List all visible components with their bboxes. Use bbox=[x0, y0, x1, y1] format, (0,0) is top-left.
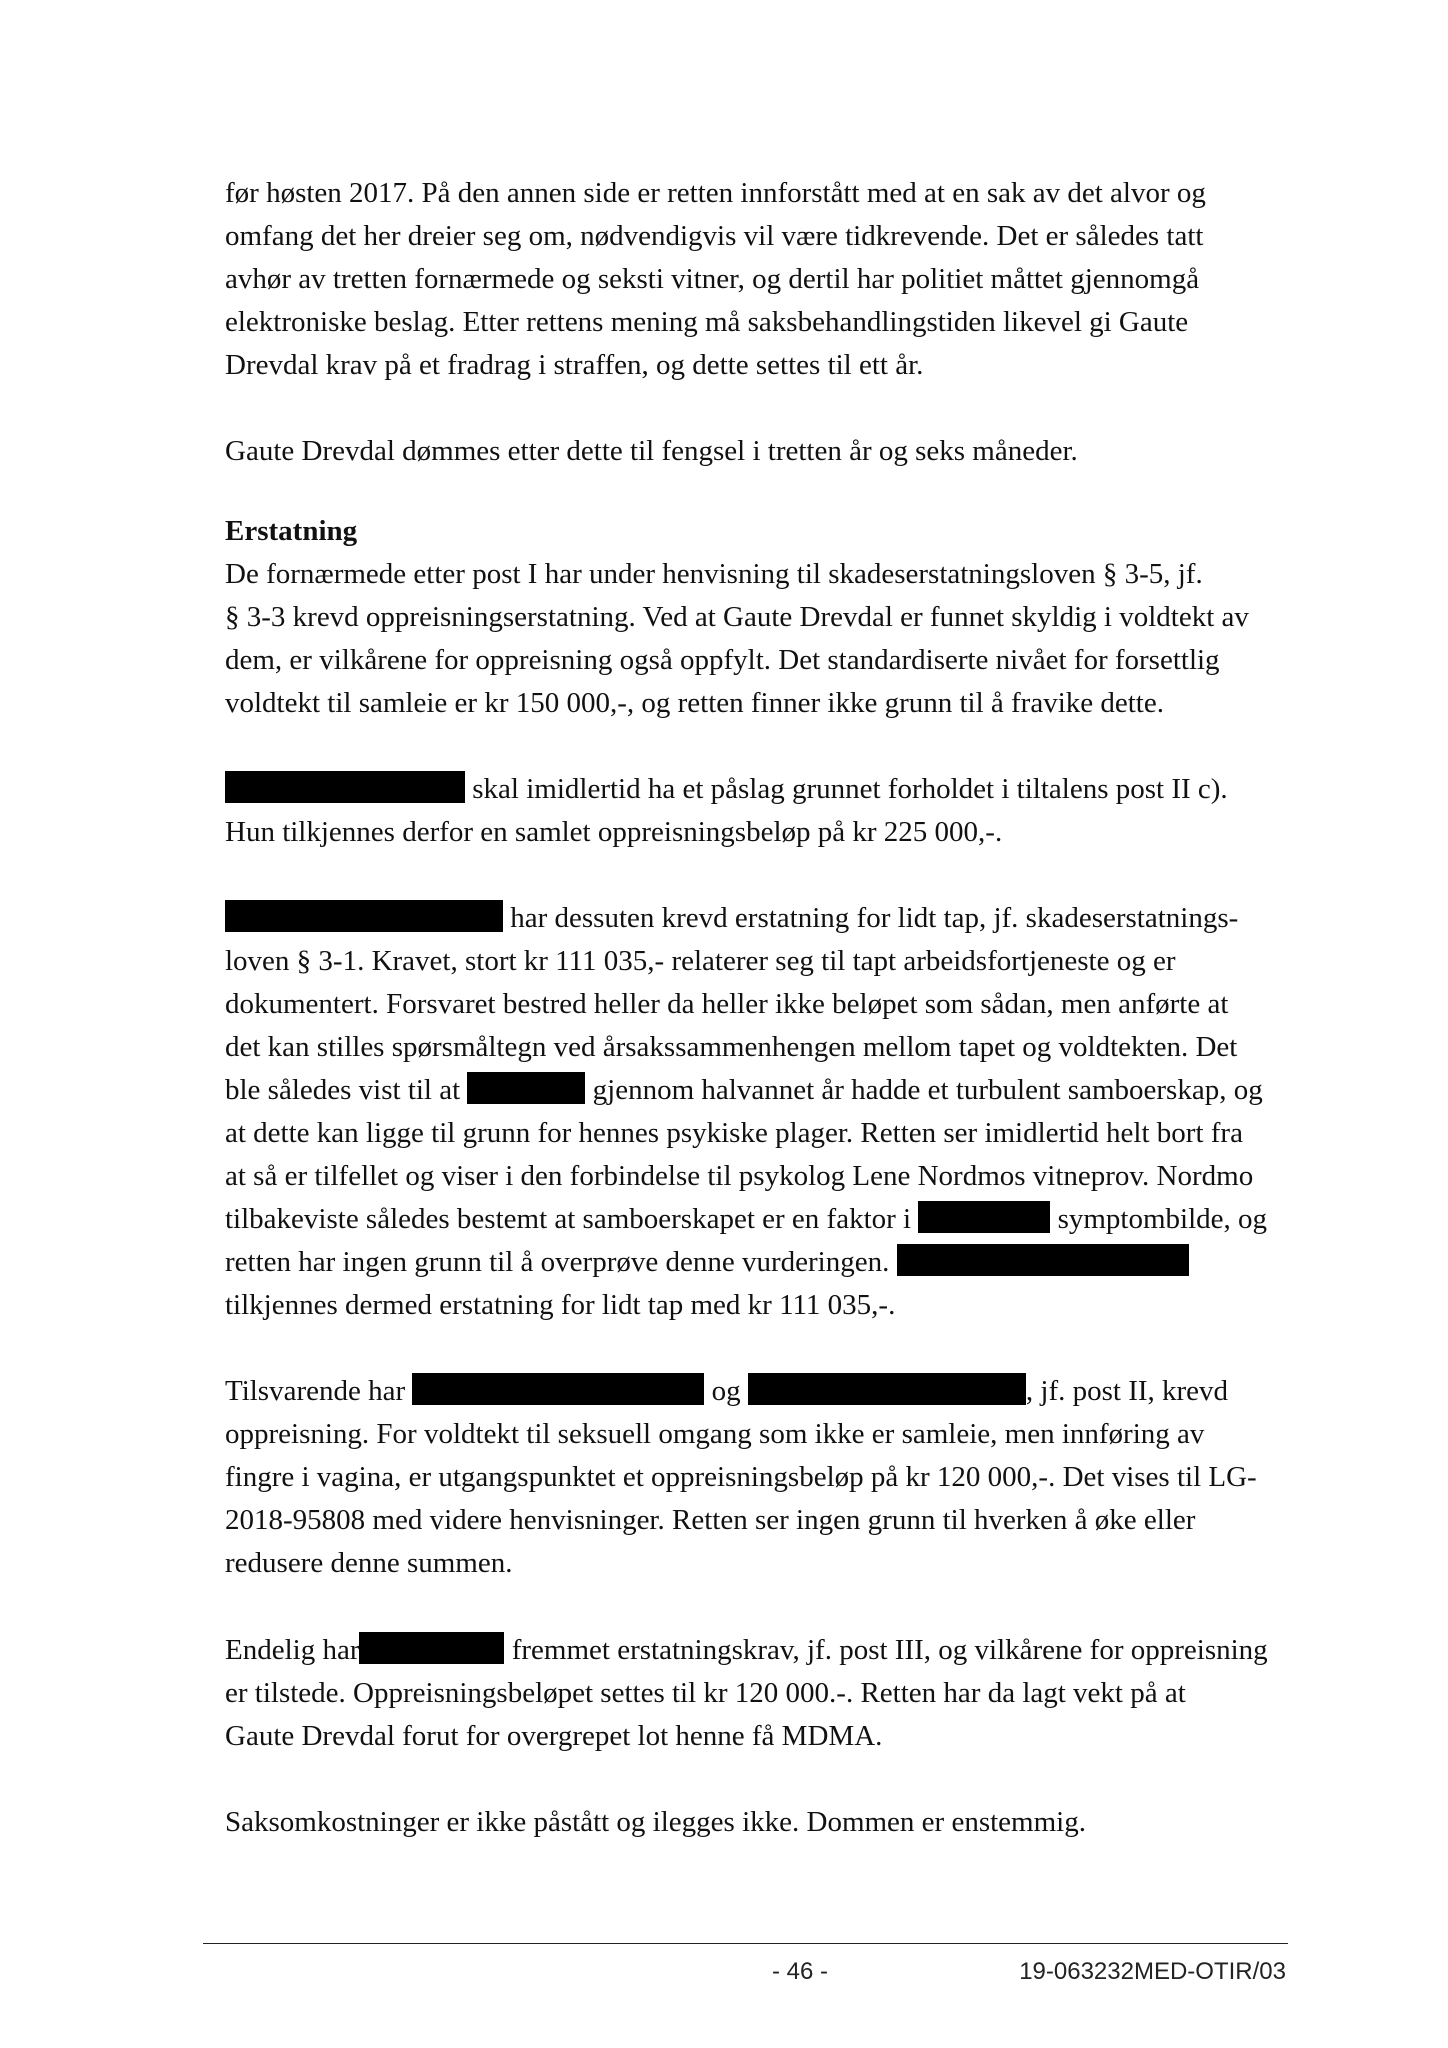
text-line: 2018-95808 med videre henvisninger. Retten ser ingen grunn til hverken å øke eller bbox=[225, 1504, 1196, 1536]
paragraph-loss-claim bbox=[225, 897, 1285, 1327]
text-line: tilkjennes dermed erstatning for lidt tap med kr 111 035,-. bbox=[225, 1289, 896, 1321]
text-line: avhør av tretten fornærmede og seksti vitner, og dertil har politiet måttet gjennomgå bbox=[225, 263, 1200, 295]
paragraph-final-claim bbox=[225, 1629, 1285, 1758]
text-line: ble således vist til at gjennom halvannet år hadde et turbulent samboerskap, og bbox=[225, 1074, 1263, 1106]
text-line: tilbakeviste således bestemt at samboerskapet er en faktor i symptombilde, og bbox=[225, 1203, 1268, 1235]
text-line: retten har ingen grunn til å overprøve denne vurderingen. bbox=[225, 1241, 1285, 1284]
redaction-box bbox=[225, 771, 465, 803]
text-line: redusere denne summen. bbox=[225, 1547, 513, 1579]
text-line: Tilsvarende har og , jf. post II, krevd bbox=[225, 1375, 1229, 1407]
paragraph-sentence bbox=[225, 430, 1285, 473]
text-line: De fornærmede etter post I har under henvisning til skadeserstatningsloven § 3-5, jf. bbox=[225, 558, 1203, 590]
page-number: - 46 - bbox=[771, 1958, 828, 1985]
redaction-box bbox=[225, 900, 503, 932]
footer-divider bbox=[203, 1943, 1288, 1944]
text-line: er tilstede. Oppreisningsbeløpet settes til kr 120 000.-. Retten har da lagt vekt på at bbox=[225, 1677, 1186, 1709]
paragraph-sentence-reduction bbox=[225, 172, 1285, 387]
text-line: loven § 3-1. Kravet, stort kr 111 035,- relaterer seg til tapt arbeidsfortjeneste og er bbox=[225, 945, 1176, 977]
redaction-box bbox=[467, 1072, 585, 1104]
text-line: har dessuten krevd erstatning for lidt tap, jf. skadeserstatnings- bbox=[225, 897, 1285, 940]
redaction-box bbox=[897, 1244, 1189, 1276]
text-line: Saksomkostninger er ikke påstått og ilegges ikke. Dommen er enstemmig. bbox=[225, 1806, 1086, 1838]
text-line: før høsten 2017. På den annen side er retten innforstått med at en sak av det alvor og bbox=[225, 177, 1206, 209]
text-line: at så er tilfellet og viser i den forbindelse til psykolog Lene Nordmos vitneprov. Nordmo bbox=[225, 1160, 1254, 1192]
redaction-box bbox=[412, 1373, 704, 1405]
text-line: Hun tilkjennes derfor en samlet oppreisningsbeløp på kr 225 000,-. bbox=[225, 816, 1003, 848]
redaction-box bbox=[918, 1201, 1050, 1233]
redaction-box bbox=[359, 1632, 504, 1664]
text-line: Drevdal krav på et fradrag i straffen, og dette settes til ett år. bbox=[225, 349, 924, 381]
text-line: Endelig har fremmet erstatningskrav, jf. post III, og vilkårene for oppreisning bbox=[225, 1634, 1268, 1666]
text-line: dem, er vilkårene for oppreisning også oppfylt. Det standardiserte nivået for forsettlig bbox=[225, 644, 1220, 676]
paragraph-corresponding-claims bbox=[225, 1370, 1285, 1585]
text-line: elektroniske beslag. Etter rettens mening må saksbehandlingstiden likevel gi Gaute bbox=[225, 306, 1189, 338]
paragraph-surcharge bbox=[225, 768, 1285, 854]
section-heading: Erstatning bbox=[225, 515, 358, 547]
redaction-box bbox=[748, 1373, 1026, 1405]
text-line: dokumentert. Forsvaret bestred heller da heller ikke beløpet som sådan, men anførte at bbox=[225, 988, 1229, 1020]
paragraph-costs bbox=[225, 1801, 1285, 1844]
case-number: 19-063232MED-OTIR/03 bbox=[1019, 1958, 1286, 1985]
text-line: omfang det her dreier seg om, nødvendigvis vil være tidkrevende. Det er således tatt bbox=[225, 220, 1204, 252]
text-line: det kan stilles spørsmåltegn ved årsakssammenhengen mellom tapet og voldtekten. Det bbox=[225, 1031, 1238, 1063]
text-line: Gaute Drevdal dømmes etter dette til fengsel i tretten år og seks måneder. bbox=[225, 435, 1078, 467]
text-line: voldtekt til samleie er kr 150 000,-, og retten finner ikke grunn til å fravike dette. bbox=[225, 687, 1164, 719]
text-line: Gaute Drevdal forut for overgrepet lot henne få MDMA. bbox=[225, 1720, 883, 1752]
text-line: oppreisning. For voldtekt til seksuell omgang som ikke er samleie, men innføring av bbox=[225, 1418, 1205, 1450]
text-line: § 3-3 krevd oppreisningserstatning. Ved at Gaute Drevdal er funnet skyldig i voldtekt av bbox=[225, 601, 1249, 633]
text-line: skal imidlertid ha et påslag grunnet forholdet i tiltalens post II c). bbox=[225, 768, 1285, 811]
section-erstatning bbox=[225, 510, 1285, 725]
text-line: at dette kan ligge til grunn for hennes psykiske plager. Retten ser imidlertid helt bort fra bbox=[225, 1117, 1243, 1149]
text-line: fingre i vagina, er utgangspunktet et oppreisningsbeløp på kr 120 000,-. Det vises til LG- bbox=[225, 1461, 1257, 1493]
